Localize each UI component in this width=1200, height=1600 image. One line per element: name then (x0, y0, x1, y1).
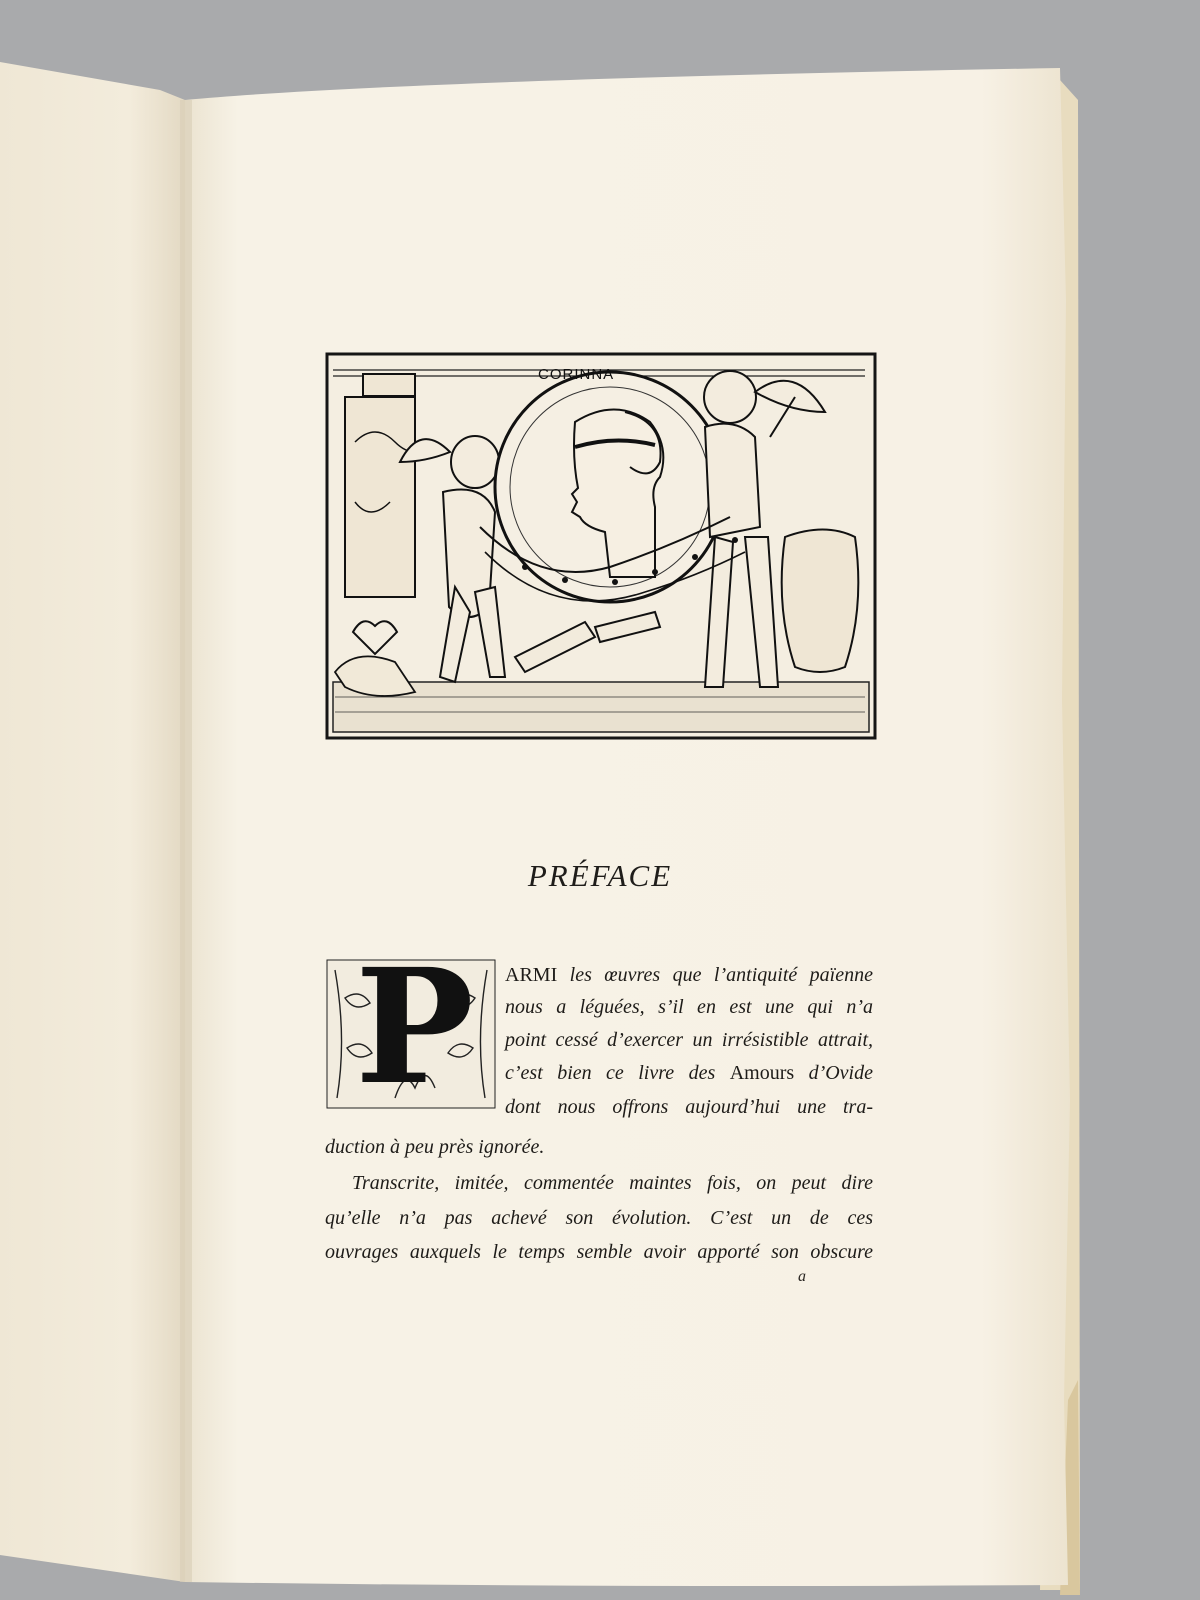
medallion-inscription: CORINNA (538, 366, 615, 383)
paragraph-1-line-3: point cessé d’exercer un irrésistible attrait, (505, 1029, 873, 1051)
paragraph-1-line-4: c’est bien ce livre des Amours d’Ovide (505, 1062, 873, 1084)
vase (782, 530, 859, 673)
altar (345, 397, 415, 597)
corinna-engraving (325, 352, 877, 740)
paragraph-1-line-1: ARMI les œuvres que l’antiquité païenne (505, 964, 873, 986)
paragraph-1-line-2: nous a léguées, s’il en est une qui n’a (505, 996, 873, 1018)
paragraph-1-line-6: duction à peu près ignorée. (325, 1136, 545, 1158)
signature-mark: a (798, 1268, 806, 1285)
right-page (185, 68, 1070, 1586)
paragraph-2-line-3: ouvrages auxquels le temps semble avoir apporté son obscure (325, 1241, 873, 1263)
drop-cap-letter: P (355, 935, 474, 1120)
paragraph-1-line-5: dont nous offrons aujourd’hui une tra- (505, 1096, 873, 1118)
paragraph-2-line-1: Transcrite, imitée, commentée maintes fois, on peut dire (352, 1172, 873, 1194)
page-title: PRÉFACE (527, 858, 673, 893)
paragraph-2-line-2: qu’elle n’a pas achevé son évolution. C’est un de ces (325, 1207, 873, 1229)
left-page (0, 62, 185, 1582)
